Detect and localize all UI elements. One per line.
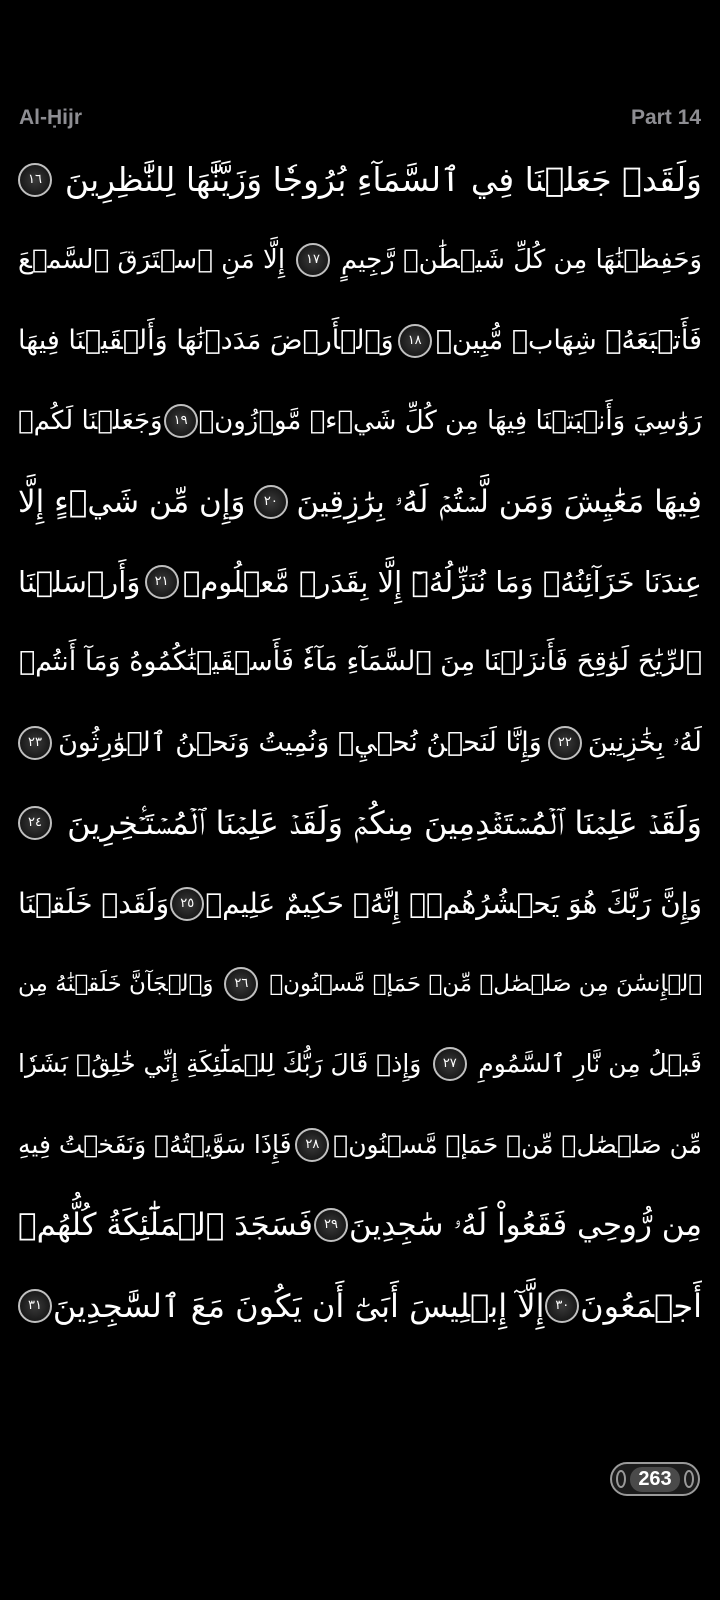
quran-line[interactable] [18,381,702,461]
ayah-text[interactable]: فَإِذَا سَوَّيۡتُهُۥ وَنَفَخۡتُ فِيهِ [18,1129,292,1159]
quran-line[interactable] [18,140,702,220]
ayah-text[interactable]: وَأَرۡسَلۡنَا [18,565,141,599]
part-label: Part 14 [630,106,701,129]
ayah-text[interactable]: فَسَجَدَ ٱلۡمَلَٰٓئِكَةُ كُلُّهُمۡ [18,1207,313,1244]
page-number: 263 [630,1467,679,1492]
page-header [0,98,720,138]
quran-line[interactable] [18,220,702,300]
ayah-text[interactable]: فِيهَا مَعَٰيِشَ وَمَن لَّسۡتُمۡ لَهُۥ بِرَٰزِقِينَ [296,483,702,520]
ayah-text[interactable]: عِندَنَا خَزَآئِنُهُۥ وَمَا نُنَزِّلُهُۥٓ إِلَّا بِقَدَرٖ مَّعۡلُومٖ [182,565,702,599]
ayah-number-marker: ٢٦ [224,967,258,1001]
quran-line[interactable] [18,703,702,783]
ayah-text[interactable]: وَٱلۡأَرۡضَ مَدَدۡنَٰهَا وَأَلۡقَيۡنَا فِيهَا [18,324,394,356]
quran-line[interactable] [18,542,702,622]
ayah-text[interactable]: وَلَقَدۡ عَلِمۡنَا ٱلۡمُسۡتَقۡدِمِينَ مِنكُمۡ وَلَقَدۡ عَلِمۡنَا ٱلۡمُسۡتَـٔۡخِرِينَ [67,804,702,843]
quran-line[interactable] [18,1024,702,1104]
ayah-text[interactable]: وَإِنَّا لَنَحۡنُ نُحۡيِۦ وَنُمِيتُ وَنَحۡنُ ٱلۡوَٰرِثُونَ [58,726,542,758]
ayah-number-marker: ٣١ [18,1289,52,1323]
ayah-number-marker: ٢٥ [170,887,204,921]
surah-name: Al-Ḥijr [19,106,82,129]
quran-line[interactable] [18,944,702,1024]
ayah-text[interactable]: وَإِنَّ رَبَّكَ هُوَ يَحۡشُرُهُمۡۚ إِنَّهُۥ حَكِيمٌ عَلِيمٞ [205,886,702,920]
ayah-number-marker: ٢٤ [18,806,52,840]
quran-line[interactable] [18,864,702,944]
quran-line[interactable] [18,622,702,702]
ayah-number-marker: ٣٠ [545,1289,579,1323]
quran-line[interactable] [18,1105,702,1185]
ayah-text[interactable]: وَإِذۡ قَالَ رَبُّكَ لِلۡمَلَٰٓئِكَةِ إِنِّي خَٰلِقُۢ بَشَرٗا [18,1049,422,1079]
page-footer [0,1462,720,1502]
ayah-text[interactable]: إِلَّا مَنِ ٱسۡتَرَقَ ٱلسَّمۡعَ [18,245,286,276]
ayah-text[interactable]: إِلَّآ إِبۡلِيسَ أَبَىٰٓ أَن يَكُونَ مَعَ ٱلسَّٰجِدِينَ [52,1286,545,1325]
ayah-text[interactable]: ٱلرِّيَٰحَ لَوَٰقِحَ فَأَنزَلۡنَا مِنَ ٱلسَّمَآءِ مَآءٗ فَأَسۡقَيۡنَٰكُمُوهُ وَمَآ أَنتُمۡ [18,646,702,678]
ayah-text[interactable]: وَإِن مِّن شَيۡءٍ إِلَّا [18,483,246,520]
ayah-text[interactable]: مِّن صَلۡصَٰلٖ مِّنۡ حَمَإٖ مَّسۡنُونٖ [333,1129,702,1159]
ayah-text[interactable]: وَحَفِظۡنَٰهَا مِن كُلِّ شَيۡطَٰنٖ رَّجِيمٍ [340,245,702,276]
ayah-text[interactable]: رَوَٰسِيَ وَأَنۢبَتۡنَا فِيهَا مِن كُلِّ شَيۡءٖ مَّوۡزُونٖ [198,406,702,437]
ayah-number-marker: ٢٣ [18,726,52,760]
ayah-text[interactable]: قَبۡلُ مِن نَّارِ ٱلسَّمُومِ [478,1049,702,1079]
ayah-number-marker: ٢٢ [548,726,582,760]
ayah-number-marker: ١٩ [164,404,198,438]
ayah-number-marker: ١٦ [18,163,52,197]
ayah-text[interactable]: وَلَقَدۡ جَعَلۡنَا فِي ٱلسَّمَآءِ بُرُوجٗا وَزَيَّنَّٰهَا لِلنَّٰظِرِينَ [64,160,702,199]
ayah-text[interactable]: أَجۡمَعُونَ [580,1286,702,1325]
ayah-number-marker: ٢١ [145,565,179,599]
ayah-text[interactable]: وَٱلۡجَآنَّ خَلَقۡنَٰهُ مِن [18,971,214,997]
ayah-text[interactable]: ٱلۡإِنسَٰنَ مِن صَلۡصَٰلٖ مِّنۡ حَمَإٖ مَّسۡنُونٖ [269,971,702,997]
quran-line[interactable] [18,462,702,542]
quran-line[interactable] [18,783,702,863]
ayah-text[interactable]: مِن رُّوحِي فَقَعُواْ لَهُۥ سَٰجِدِينَ [349,1207,702,1244]
quran-line[interactable] [18,1266,702,1346]
quran-line[interactable] [18,301,702,381]
ayah-number-marker: ٢٩ [314,1208,348,1242]
ayah-text[interactable]: فَأَتۡبَعَهُۥ شِهَابٞ مُّبِينٞ [435,324,702,356]
ayah-text[interactable]: وَجَعَلۡنَا لَكُمۡ [18,406,163,437]
quran-line[interactable] [18,1185,702,1265]
ayah-number-marker: ٢٠ [254,485,288,519]
quran-page[interactable] [18,140,702,1425]
ayah-number-marker: ١٨ [398,324,432,358]
ayah-text[interactable]: لَهُۥ بِخَٰزِنِينَ [587,726,702,758]
ayah-text[interactable]: وَلَقَدۡ خَلَقۡنَا [18,886,170,920]
ayah-number-marker: ٢٨ [295,1128,329,1162]
page-number-frame [610,1462,700,1496]
ayah-number-marker: ٢٧ [433,1047,467,1081]
ayah-number-marker: ١٧ [296,243,330,277]
